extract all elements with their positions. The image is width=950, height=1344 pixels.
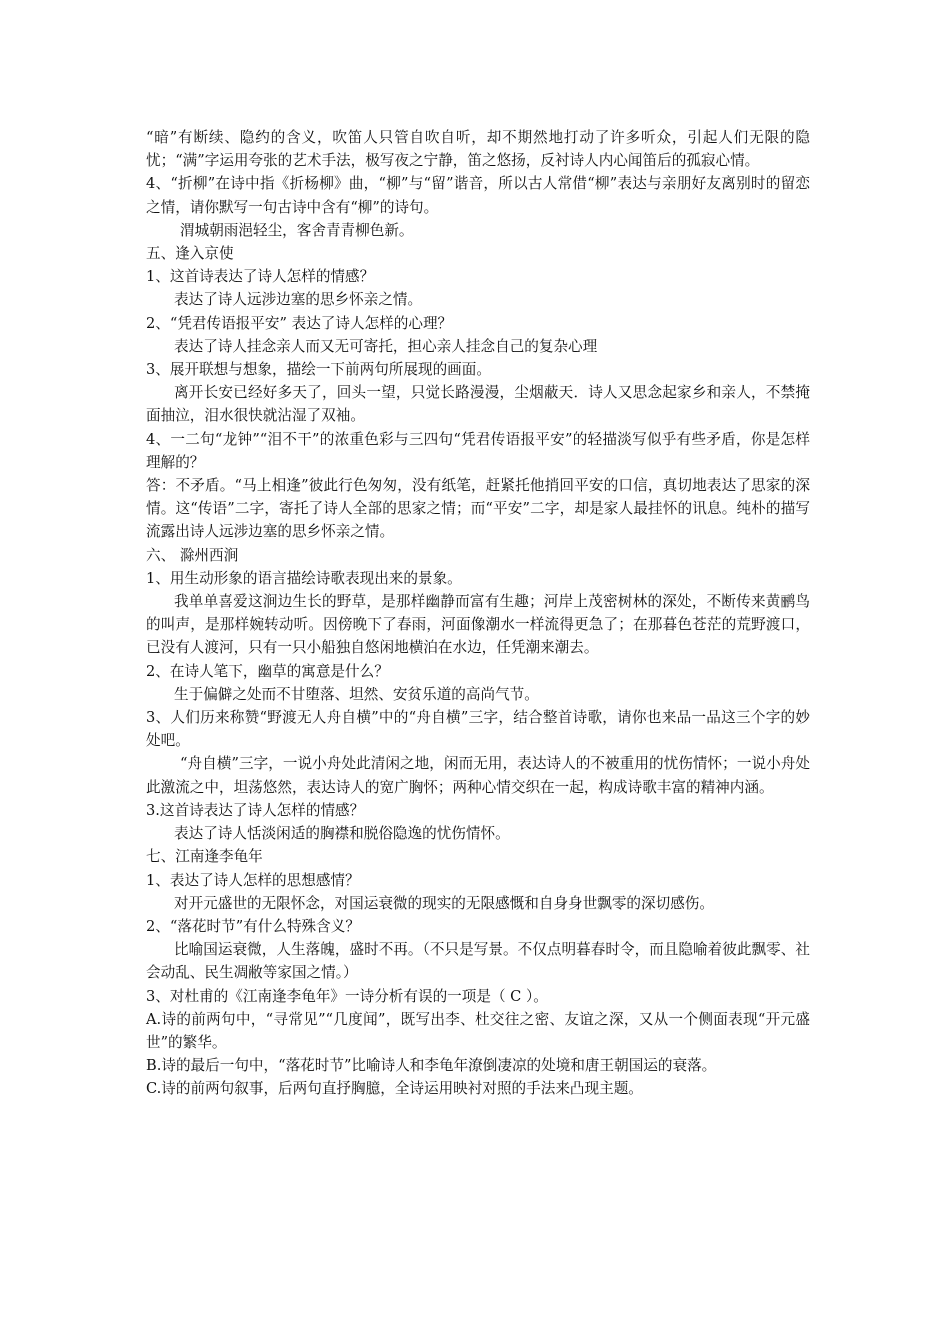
question-6-1: 1、用生动形象的语言描绘诗歌表现出来的景象。: [146, 569, 462, 587]
answer-5-3: 离开长安已经好多天了，回头一望，只觉长路漫漫，尘烟蔽天．诗人又思念起家乡和亲人，不禁掩面抽泣，泪水很快就沾湿了双袖。: [146, 384, 810, 425]
option-b: B.诗的最后一句中，“落花时节”比喻诗人和李龟年潦倒凄凉的处境和唐王朝国运的衰落。: [146, 1057, 717, 1075]
section-heading-5: 五、逢入京使: [146, 245, 234, 263]
question-6-2: 2、在诗人笔下，幽草的寓意是什么？: [146, 662, 389, 680]
question-7-2: 2、“落花时节”有什么特殊含义？: [146, 917, 360, 935]
answer-5-2: 表达了诗人挂念亲人而又无可寄托，担心亲人挂念自己的复杂心理: [174, 337, 598, 355]
question-6-4: 3.这首诗表达了诗人怎样的情感？: [146, 801, 365, 819]
answer-7-2: 比喻国运衰微，人生落魄，盛时不再。（不只是写景。不仅点明暮春时令，而且隐喻着彼此飘零、社会动乱、民生凋敝等家国之情。）: [146, 941, 810, 982]
answer-5-4: 答：不矛盾。“马上相逢”彼此行色匆匆，没有纸笔，赶紧托他捎回平安的口信，真切地表达了思家的深情。这“传语”二字，寄托了诗人全部的思家之情；而“平安”二字，却是家人最挂怀的讯息。纯朴的描写流露出诗人远涉边塞的思乡怀亲之情。: [146, 477, 810, 541]
question-5-2: 2、“凭君传语报平安” 表达了诗人怎样的心理？: [146, 314, 453, 332]
section-heading-7: 七、江南逢李龟年: [146, 848, 263, 866]
question-7-3: 3、对杜甫的《江南逢李龟年》一诗分析有误的一项是（ C ）。: [146, 987, 548, 1005]
question-5-1: 1、这首诗表达了诗人怎样的情感？: [146, 268, 375, 286]
answer-liu-poem-line: 渭城朝雨浥轻尘，客舍青青柳色新。: [180, 221, 414, 239]
option-c: C.诗的前两句叙事，后两句直抒胸臆，全诗运用映衬对照的手法来凸现主题。: [146, 1080, 643, 1098]
question-5-4: 4、一二句“龙钟”“泪不干”的浓重色彩与三四句“凭君传语报平安”的轻描淡写似乎有些矛盾，你是怎样理解的？: [146, 430, 810, 471]
answer-7-1: 对开元盛世的无限怀念，对国运衰微的现实的无限感慨和自身身世飘零的深切感伤。: [174, 894, 714, 912]
answer-6-3: “舟自横”三字，一说小舟处此清闲之地，闲而无用，表达诗人的不被重用的忧伤情怀；一说小舟处此激流之中，坦荡悠然，表达诗人的宽广胸怀；两种心情交织在一起，构成诗歌丰富的精神内涵。: [146, 755, 810, 796]
answer-5-1: 表达了诗人远涉边塞的思乡怀亲之情。: [174, 291, 423, 309]
answer-6-1: 我单单喜爱这涧边生长的野草，是那样幽静而富有生趣；河岸上茂密树林的深处，不断传来黄鹂鸟的叫声，是那样婉转动听。因傍晚下了春雨，河面像潮水一样流得更急了；在那暮色苍茫的荒野渡口，已没有人渡河，只有一只小船独自悠闲地横泊在水边，任凭潮来潮去。: [146, 593, 810, 657]
answer-6-4: 表达了诗人恬淡闲适的胸襟和脱俗隐逸的忧伤情怀。: [174, 825, 510, 843]
paragraph-di-an-explanation: “暗”有断续、隐约的含义，吹笛人只管自吹自听，却不期然地打动了许多听众，引起人们无限的隐忧；“满”字运用夸张的艺术手法，极写夜之宁静，笛之悠扬，反衬诗人内心闻笛后的孤寂心情。: [146, 129, 810, 170]
question-5-3: 3、展开联想与想象，描绘一下前两句所展现的画面。: [146, 361, 491, 379]
answer-6-2: 生于偏僻之处而不甘堕落、坦然、安贫乐道的高尚气节。: [174, 685, 539, 703]
section-heading-6: 六、 滁州西涧: [146, 546, 239, 564]
option-a: A.诗的前两句中，“寻常见”“几度闻”，既写出李、杜交往之密、友谊之深，又从一个侧面表现“开元盛世”的繁华。: [146, 1010, 810, 1051]
question-zhe-liu: 4、“折柳”在诗中指《折杨柳》曲，“柳”与“留”谐音，所以古人常借“柳”表达与亲朋好友离别时的留恋之情，请你默写一句古诗中含有“柳”的诗句。: [146, 175, 810, 216]
question-6-3: 3、人们历来称赞“野渡无人舟自横”中的“舟自横”三字，结合整首诗歌，请你也来品一品这三个字的妙处吧。: [146, 709, 810, 750]
question-7-1: 1、表达了诗人怎样的思想感情？: [146, 871, 360, 889]
document-body: [146, 126, 810, 1101]
